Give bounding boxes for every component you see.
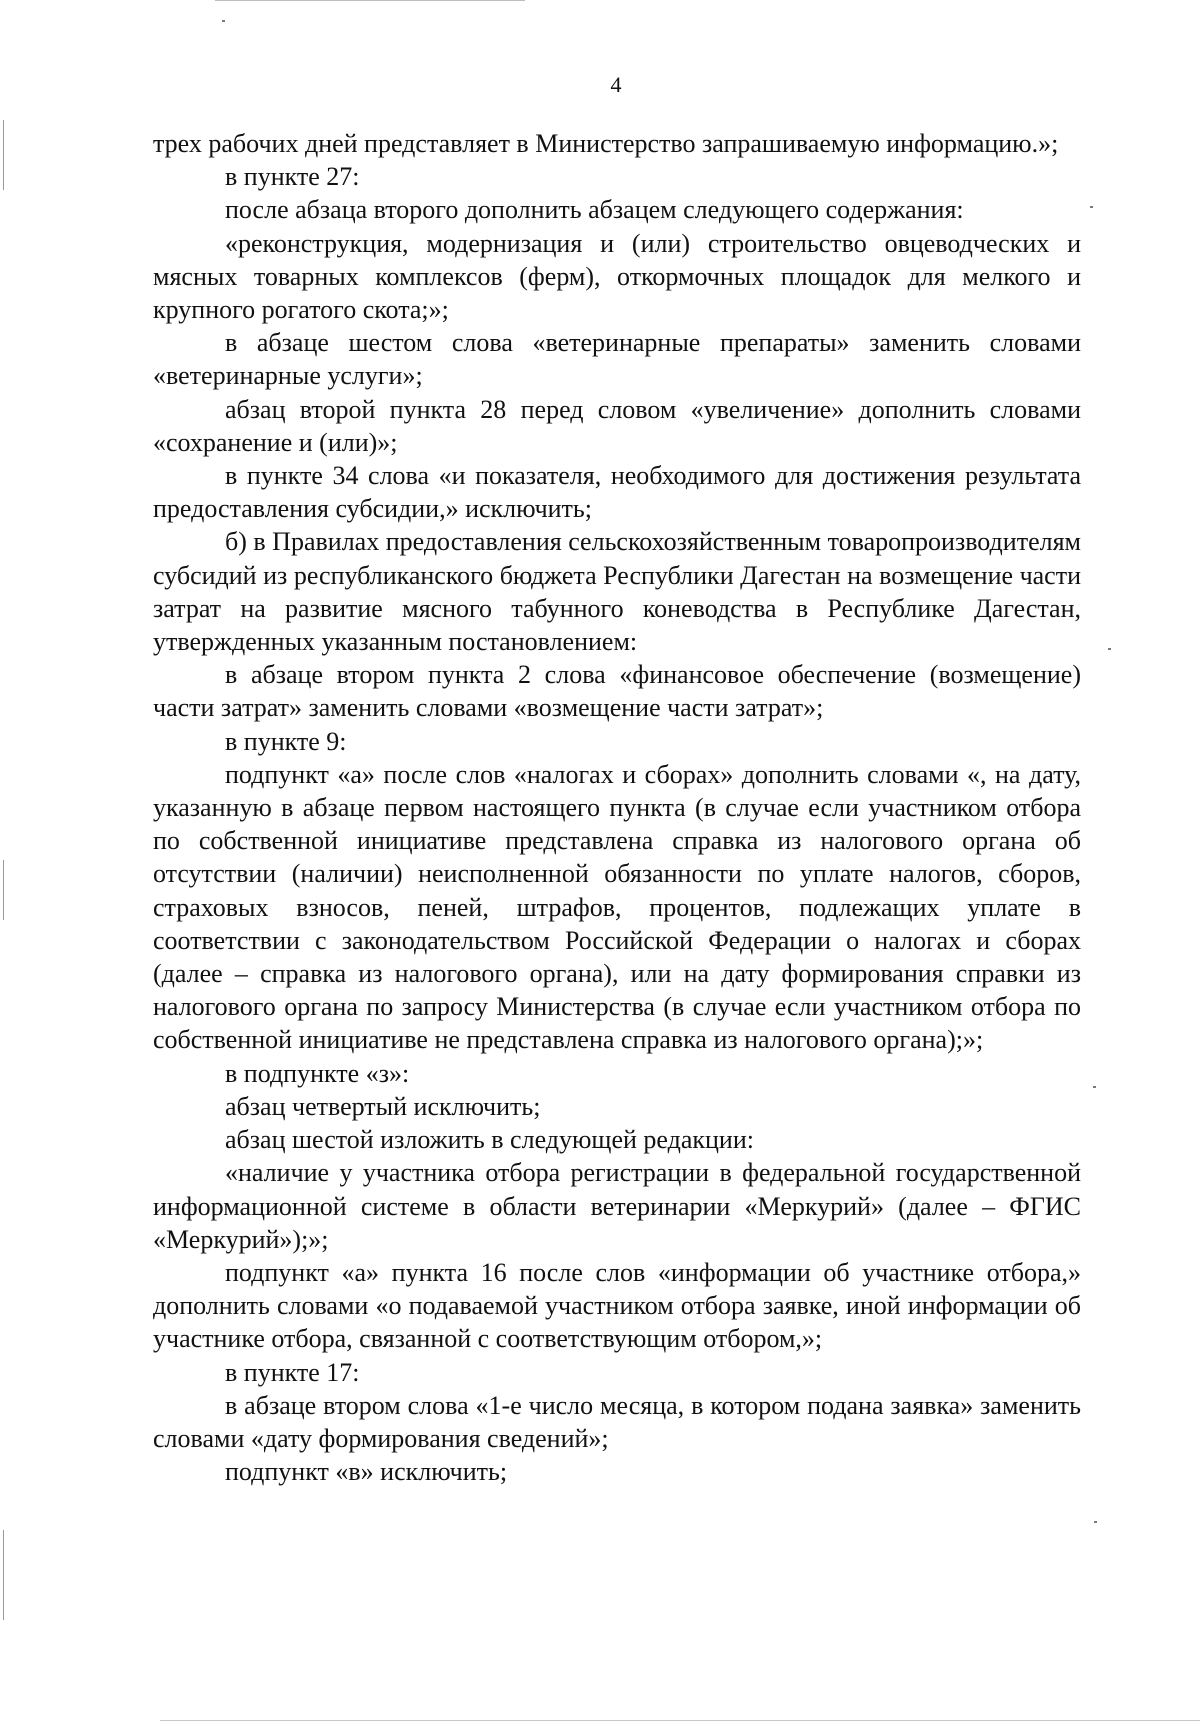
paragraph-15: «наличие у участника отбора регистрации в федеральной государственной информационной системе в области ветеринарии «Меркурий» (далее – ФГИС «Меркурий»);»; xyxy=(153,1158,1081,1254)
paragraph-4: «реконструкция, модернизация и (или) строительство овцеводческих и мясных товарных комплексов (ферм), откормочных площадок для мелкого и крупного рогатого скота;»; xyxy=(153,228,1081,325)
paragraph-5: в абзаце шестом слова «ветеринарные препараты» заменить словами «ветеринарные услуги»; xyxy=(153,328,1081,391)
paragraph-8: б) в Правилах предоставления сельскохозяйственным товаропроизводителям субсидий из республиканского бюджета Республики Дагестан на возмещение части затрат на развитие мясного табунного коневодства в Республике Дагестан, утвержденных указанным постановлением: xyxy=(153,527,1081,657)
document-body xyxy=(153,127,1081,1488)
page-number: 4 xyxy=(610,72,622,97)
paragraph-16: подпункт «а» пункта 16 после слов «информации об участнике отбора,» дополнить словами «о подаваемой участником отбора заявке, иной информации об участнике отбора, связанной с соответствующим отбором,»; xyxy=(153,1257,1081,1354)
scan-artifact-dot xyxy=(222,20,225,22)
scan-artifact-left-edge xyxy=(3,1530,4,1620)
paragraph-17: в пункте 17: xyxy=(225,1357,360,1387)
paragraph-12: в подпункте «з»: xyxy=(225,1058,410,1088)
scan-artifact-dot xyxy=(1094,1521,1097,1523)
paragraph-14: абзац шестой изложить в следующей редакции: xyxy=(225,1125,754,1155)
scan-artifact-left-edge xyxy=(3,860,4,920)
scan-artifact-bottom-line xyxy=(160,1720,1200,1721)
paragraph-18: в абзаце втором слова «1-е число месяца, в котором подана заявка» заменить словами «дату формирования сведений»; xyxy=(153,1390,1081,1453)
paragraph-1: трех рабочих дней представляет в Министерство запрашиваемую информацию.»; xyxy=(153,129,1059,158)
paragraph-10: в пункте 9: xyxy=(225,726,347,756)
paragraph-7: в пункте 34 слова «и показателя, необходимого для достижения результата предоставления субсидии,» исключить; xyxy=(153,461,1081,524)
paragraph-2: в пункте 27: xyxy=(225,162,360,192)
scan-artifact-dot xyxy=(1093,1086,1096,1088)
scan-artifact-top-line xyxy=(215,0,525,1)
paragraph-11: подпункт «а» после слов «налогах и сборах» дополнить словами «, на дату, указанную в абзаце первом настоящего пункта (в случае если участником отбора по собственной инициативе представлена справка из налогового органа об отсутствии (наличии) неисполненной обязанности по уплате налогов, сборов, страховых взносов, пеней, штрафов, процентов, подлежащих уплате в соответствии с законодательством Российской Федерации о налогах и сборах (далее – справка из налогового органа), или на дату формирования справки из налогового органа по запросу Министерства (в случае если участником отбора по собственной инициативе не представлена справка из налогового органа);»; xyxy=(153,759,1081,1055)
paragraph-3: после абзаца второго дополнить абзацем следующего содержания: xyxy=(225,195,964,225)
scan-artifact-dot xyxy=(1090,206,1093,208)
paragraph-19: подпункт «в» исключить; xyxy=(225,1457,508,1487)
scan-artifact-left-edge xyxy=(3,120,4,190)
scan-artifact-dot xyxy=(1108,648,1111,650)
paragraph-13: абзац четвертый исключить; xyxy=(225,1091,541,1121)
paragraph-6: абзац второй пункта 28 перед словом «увеличение» дополнить словами «сохранение и (или)»; xyxy=(153,394,1081,457)
paragraph-9: в абзаце втором пункта 2 слова «финансовое обеспечение (возмещение) части затрат» заменить словами «возмещение части затрат»; xyxy=(153,660,1081,723)
